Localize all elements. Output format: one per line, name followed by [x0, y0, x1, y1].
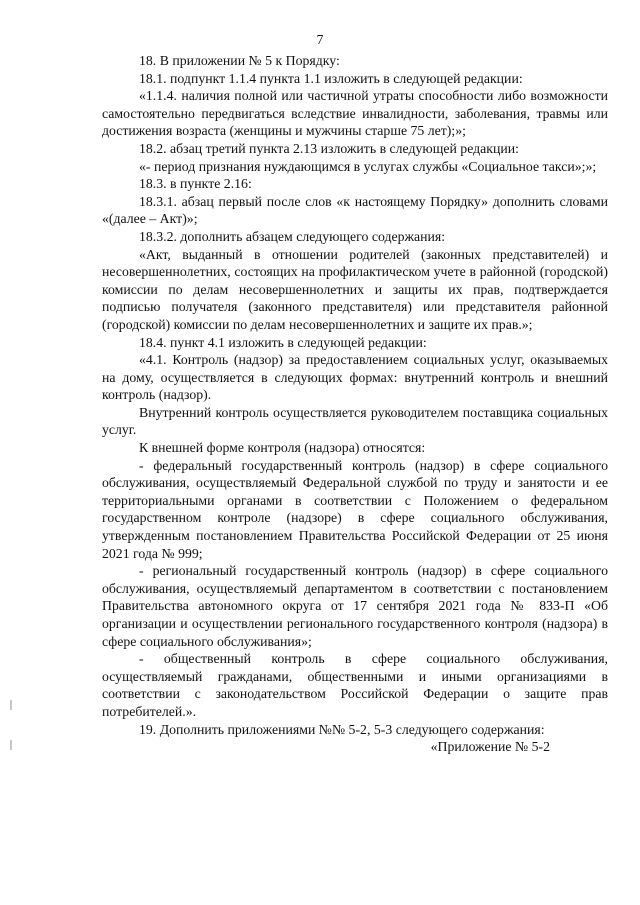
paragraph: 18.2. абзац третий пункта 2.13 изложить в следующей редакции:: [139, 140, 519, 156]
paragraph: - общественный контроль в сфере социального обслуживания, осуществляемый гражданами, общественными и иными организациями в соответствии с законодательством Российской Федерации о защите прав потребителей.».: [102, 651, 608, 719]
paragraph: 18.3.1. абзац первый после слов «к настоящему Порядку» дополнить словами «(далее – Акт)»;: [102, 193, 608, 227]
paragraph: «Акт, выданный в отношении родителей (законных представителей) и несовершеннолетних, состоящих на профилактическом учете в районной (городской) комиссии по делам несовершеннолетних и защиты их прав, подтверждается подписью получателя (законного представителя) или представителя районной (городской) комиссии по делам несовершеннолетних и защите их прав.»;: [102, 246, 608, 332]
appendix-title: «Приложение № 5-2: [430, 739, 550, 755]
paragraph: 19. Дополнить приложениями №№ 5-2, 5-3 следующего содержания:: [139, 721, 545, 737]
paragraph: 18.3.2. дополнить абзацем следующего содержания:: [139, 228, 446, 244]
paragraph: «1.1.4. наличия полной или частичной утраты способности либо возможности самостоятельно передвигаться вследствие инвалидности, заболевания, травмы или достижения возраста (женщины и мужчины старше 75 лет);»;: [102, 88, 608, 139]
paragraph: 18.3. в пункте 2.16:: [139, 176, 252, 192]
paragraph: 18.4. пункт 4.1 изложить в следующей редакции:: [139, 334, 427, 350]
paragraph: 18. В приложении № 5 к Порядку:: [139, 53, 340, 68]
paragraph: К внешней форме контроля (надзора) относятся:: [139, 440, 426, 456]
paragraph: 18.1. подпункт 1.1.4 пункта 1.1 изложить в следующей редакции:: [139, 70, 523, 86]
document-body: [102, 52, 608, 756]
scan-edge-mark: [10, 740, 12, 750]
paragraph: - региональный государственный контроль (надзор) в сфере социального обслуживания, осуществляемый департаментом в соответствии с постановлением Правительства автономного округа от 17 сентября 2021 года № 833-П «Об организации и осуществлении регионального государственного контроля (надзора) в сфере социального обслуживания»;: [102, 563, 608, 649]
scan-edge-mark: [10, 700, 12, 710]
paragraph: «- период признания нуждающимся в услугах службы «Социальное такси»;»;: [139, 158, 597, 174]
page-number: 7: [316, 32, 324, 47]
paragraph: «4.1. Контроль (надзор) за предоставлением социальных услуг, оказываемых на дому, осуществляется в следующих формах: внутренний контроль и внешний контроль (надзор).: [102, 352, 608, 403]
paragraph: Внутренний контроль осуществляется руководителем поставщика социальных услуг.: [102, 404, 608, 438]
paragraph: - федеральный государственный контроль (надзор) в сфере социального обслуживания, осуществляемый Федеральной службой по труду и занятости и ее территориальными органами в соответствии с Положением о федеральном государственном контроле (надзоре) в сфере социального обслуживания, утвержденным постановлением Правительства Российской Федерации от 25 июня 2021 года № 999;: [102, 457, 608, 561]
